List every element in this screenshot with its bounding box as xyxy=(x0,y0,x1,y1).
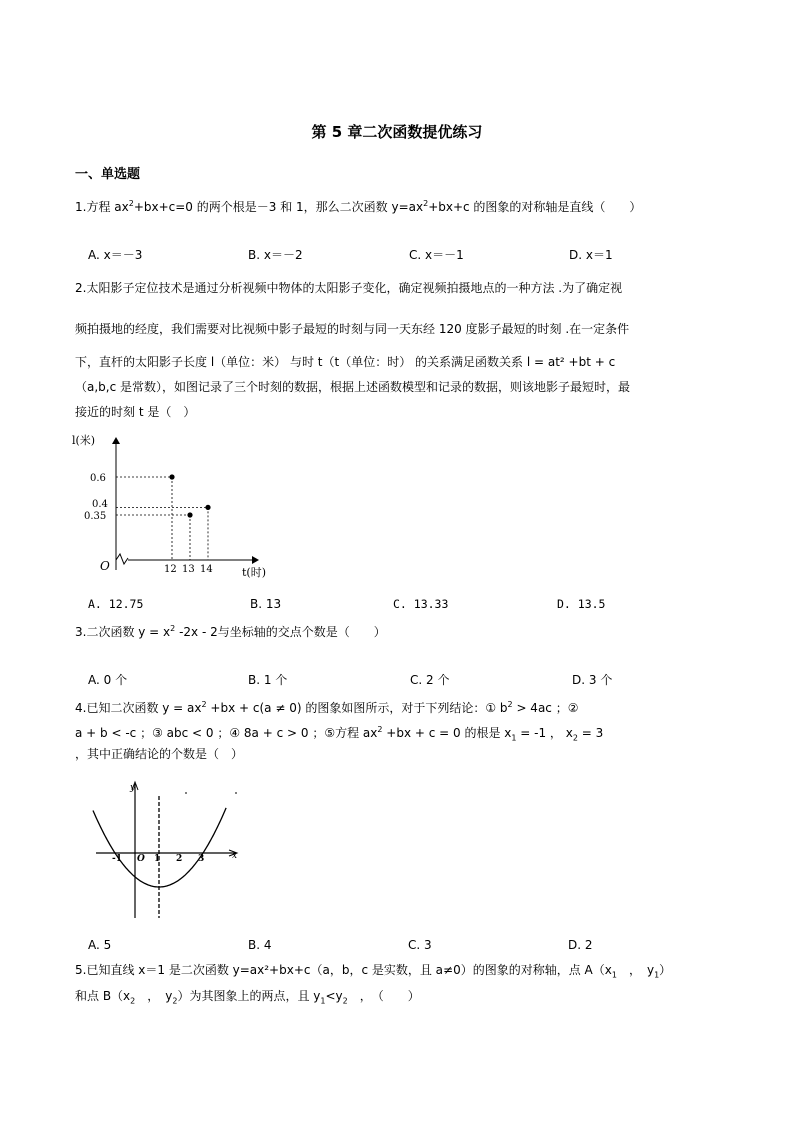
data-point-1 xyxy=(187,512,192,517)
question-3-stem: 3.二次函数 $y = x^2$ -2x - 2与坐标轴的交点个数是（ ） xyxy=(75,624,386,639)
origin-label: O xyxy=(100,559,110,573)
section-heading: 一、单选题 xyxy=(75,167,141,182)
q2-option-c: C. 13.33 xyxy=(393,597,449,611)
q1-option-b: B. x＝－2 xyxy=(248,248,303,262)
question-1-stem: 1.方程 $ax^2+bx+c=0$ 的两个根是－3 和 1，那么二次函数 $y=ax^2+bx+c$ 的图象的对称轴是直线（ ） xyxy=(75,199,642,214)
question-2-line-3: 下，直杆的太阳影子长度 l（单位：米） 与时 t（t（单位：时） 的关系满足函数关系 l = at² +bt + c xyxy=(75,355,616,369)
q4-option-a: A. 5 xyxy=(88,938,112,952)
y-tick-0-4: 0.4 xyxy=(92,499,108,510)
x-axis-label: x xyxy=(232,851,238,861)
q3-option-d: D. 3 个 xyxy=(572,673,613,687)
q2-option-a: A. 12.75 xyxy=(88,597,144,611)
q4-option-d: D. 2 xyxy=(568,938,593,952)
q3-option-a: A. 0 个 xyxy=(88,673,128,687)
y-tick-0-6: 0.6 xyxy=(90,473,106,484)
tick-neg-1: -1 xyxy=(112,854,122,864)
question-2-line-2: 频拍摄地的经度，我们需要对比视频中影子最短的时刻与同一天东经 120 度影子最短的时刻 .在一定条件 xyxy=(75,322,630,336)
tick-2: 2 xyxy=(176,854,183,864)
tick-origin: O xyxy=(137,854,145,864)
parabola-graph xyxy=(90,778,250,923)
q4-option-c: C. 3 xyxy=(408,938,432,952)
question-5-line-2: 和点 $B(x_2$ ， $y_2$）为其图象上的两点，且 $y_1<y_2$ ， （ ） xyxy=(75,989,420,1006)
page-title: 第 5 章二次函数提优练习 xyxy=(311,123,483,141)
axis-break xyxy=(116,554,128,564)
q1-option-d: D. x＝1 xyxy=(569,248,613,262)
question-4-line-3: ，其中正确结论的个数是（ ） xyxy=(75,747,244,761)
q2-option-d: D. 13.5 xyxy=(557,597,606,611)
tick-1: 1 xyxy=(154,854,161,864)
x-axis-label: t(时) xyxy=(242,566,267,579)
q3-option-b: B. 1 个 xyxy=(248,673,288,687)
y-axis-label: l(米) xyxy=(72,434,96,447)
y-tick-0-35: 0.35 xyxy=(84,511,107,522)
q4-option-b: B. 4 xyxy=(248,938,272,952)
q2-option-b: B. 13 xyxy=(250,597,282,611)
x-tick-14: 14 xyxy=(200,564,213,575)
question-4-line-1: 4.已知二次函数 $y = ax^2 +bx + c(a \ne 0)$ 的图象如图所示，对于下列结论：① $b^2 > 4ac$ ；② xyxy=(75,700,579,715)
q1-option-c: C. x＝－1 xyxy=(409,248,464,262)
x-tick-13: 13 xyxy=(182,564,195,575)
y-axis-label: y xyxy=(130,783,136,793)
q3-option-c: C. 2 个 xyxy=(410,673,450,687)
question-2-line-5: 接近的时刻 t 是（ ） xyxy=(75,405,196,419)
data-point-2 xyxy=(205,505,210,510)
shadow-length-graph xyxy=(72,430,290,585)
data-point-0 xyxy=(169,474,174,479)
q1-option-a: A. x＝－3 xyxy=(88,248,143,262)
question-2-line-1: 2.太阳影子定位技术是通过分析视频中物体的太阳影子变化，确定视频拍摄地点的一种方法 .为了确定视 xyxy=(75,281,623,295)
question-2-line-4: （a,b,c 是常数），如图记录了三个时刻的数据，根据上述函数模型和记录的数据，则该地影子最短时，最 xyxy=(75,380,631,394)
question-4-line-2: a + b < -c ；③ abc < 0 ；④ 8a + c > 0 ；⑤方程 $ax^2 +bx + c = 0$ 的根是 $x_1 = -1$ ， $x_2 = 3$ xyxy=(75,725,604,743)
x-tick-12: 12 xyxy=(164,564,177,575)
tick-3: 3 xyxy=(198,854,205,864)
question-5-line-1: 5.已知直线 x＝1 是二次函数 y=ax²+bx+c（a，b，c 是实数，且 a≠0）的图象的对称轴，点 $A(x_1$ ， $y_1$） xyxy=(75,963,672,980)
